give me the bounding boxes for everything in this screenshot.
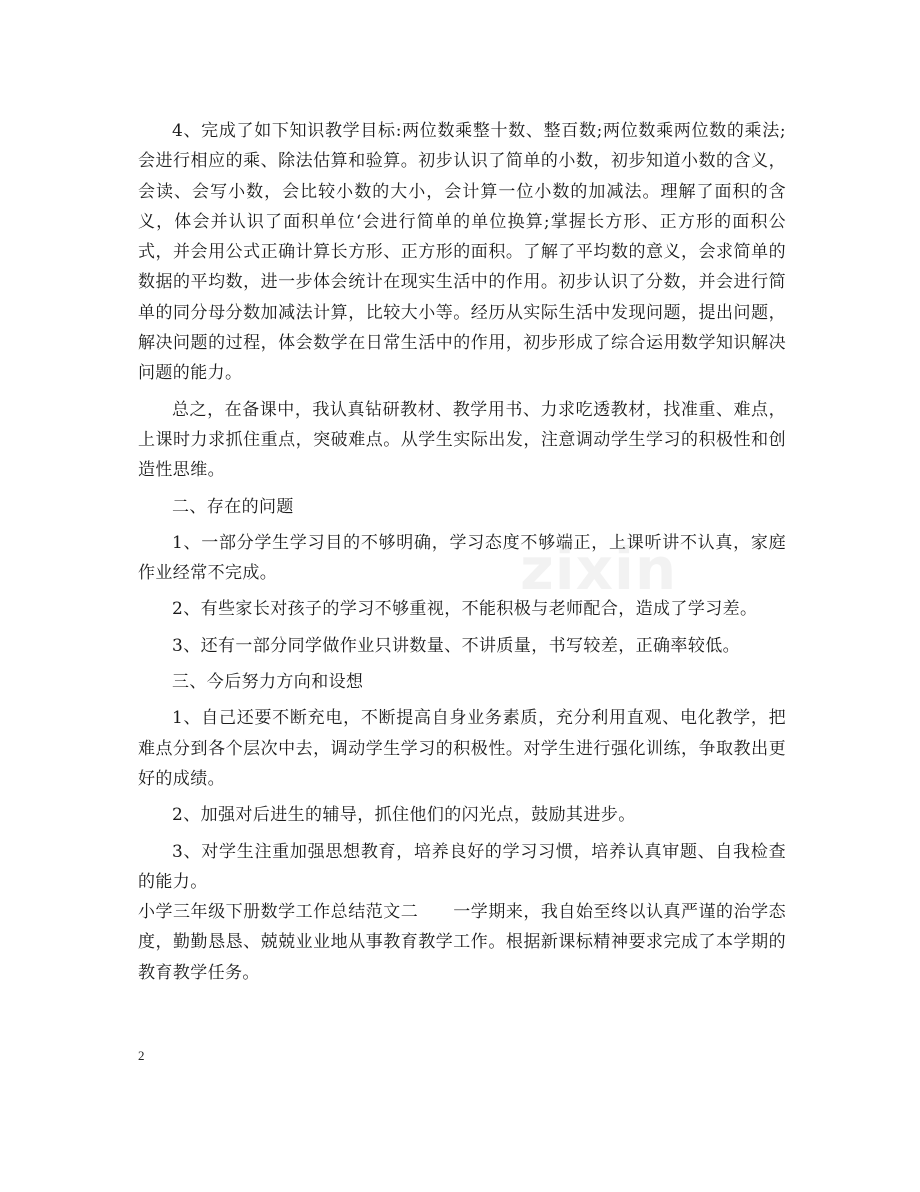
document-body: [138, 116, 786, 988]
section-heading-plans: 三、今后努力方向和设想: [172, 672, 364, 693]
page-number: 2: [138, 1048, 145, 1063]
section-heading-problems: 二、存在的问题: [172, 496, 294, 517]
problem-item-1: 1、一部分学生学习目的不够明确，学习态度不够端正，上课听讲不认真，家庭作业经常不完成。: [138, 532, 786, 584]
plan-item-3: 3、对学生注重加强思想教育，培养良好的学习习惯，培养认真审题、自我检查的能力。: [138, 841, 786, 892]
problem-item-3: 3、还有一部分同学做作业只讲数量、不讲质量，书写较差，正确率较低。: [172, 635, 741, 656]
plan-item-1: 1、自己还要不断充电，不断提高自身业务素质，充分利用直观、电化教学，把难点分到各个层次中去，调动学生学习的积极性。对学生进行强化训练，争取教出更好的成绩。: [138, 708, 786, 789]
problem-item-2: 2、有些家长对孩子的学习不够重视，不能积极与老师配合，造成了学习差。: [172, 599, 758, 620]
watermark: zixin: [520, 535, 678, 603]
paragraph-teaching-goals: 4、完成了如下知识教学目标:两位数乘整十数、整百数;两位数乘两位数的乘法;会进行相应的乘、除法估算和验算。初步认识了简单的小数，初步知道小数的含义，会读、会写小数，会比较小数的大小，会计算一位小数的加减法。理解了面积的含义，体会并认识了面积单位‘会进行简单的单位换算;掌握长方形、正方形的面积公式，并会用公式正确计算长方形、正方形的面积。了解了平均数的意义，会求简单的数据的平均数，进一步体会统计在现实生活中的作用。初步认识了分数，并会进行简单的同分母分数加减法计算，比较大小等。经历从实际生活中发现问题，提出问题，解决问题的过程，体会数学在日常生活中的作用，初步形成了综合运用数学知识解决问题的能力。: [138, 121, 786, 384]
plan-item-2: 2、加强对后进生的辅导，抓住他们的闪光点，鼓励其进步。: [172, 805, 636, 826]
paragraph-summary: 总之，在备课中，我认真钻研教材、教学用书、力求吃透教材，找准重、难点，上课时力求抓住重点，突破难点。从学生实际出发，注意调动学生学习的积极性和创造性思维。: [138, 399, 786, 481]
paragraph-second-summary: 小学三年级下册数学工作总结范文二 一学期来，我自始至终以认真严谨的治学态度，勤勤恳恳、兢兢业业地从事教育教学工作。根据新课标精神要求完成了本学期的教育教学任务。: [138, 902, 786, 983]
